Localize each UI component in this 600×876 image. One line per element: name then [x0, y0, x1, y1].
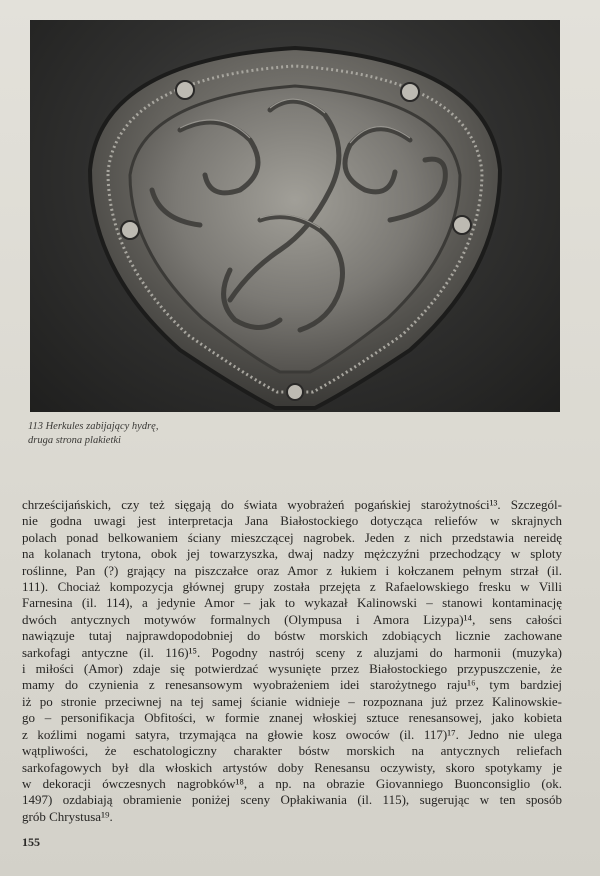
caption-line-2: druga strona plakietki [28, 435, 121, 446]
page-number: 155 [22, 835, 40, 849]
text-line: z koźlimi nogami satyra, trzymająca na głowie kosz owoców (il. 117)¹⁷. Jedno nie ulega [22, 726, 562, 742]
text-line: roślinne, Pan (?) grający na piszczałce oraz Amor z łukiem i kołczanem pełnym strzał (il. [22, 562, 562, 578]
figure-caption [28, 420, 328, 448]
text-line: go – personifikacja Obfitości, w formie znanej włoskiej sztuce renesansowej, jako kobieta [22, 710, 562, 726]
caption-line-1: 113 Herkules zabijający hydrę, [28, 421, 159, 432]
text-line: 111). Chociaż kompozycja głównej grupy została przejęta z Rafaelowskiego fresku w Villi [22, 579, 562, 595]
text-line: i miłości (Amor) zdaje się potwierdzać wysunięte przez Białostockiego przypuszczenie, że [22, 661, 562, 677]
text-line: wątpliwości, że eschatologiczny charakter bóstw morskich na antycznych reliefach [22, 743, 562, 759]
text-line: nawiązuje tutaj najprawdopodobniej do bóstw morskich zdobiących licznie zachowane [22, 628, 562, 644]
text-line: dwóch antycznych motywów formalnych (Olympusa i Amora Lizypa)¹⁴, sens całości [22, 611, 562, 627]
photo-plate-herkules-hydra [30, 20, 560, 412]
text-line: chrześcijańskich, czy też sięgają do świata wyobrażeń pogańskiej starożytności¹³. Szczegól- [22, 497, 562, 512]
text-line: nie godna uwagi jest interpretacja Jana Białostockiego dotycząca reliefów w skrajnych [22, 513, 562, 529]
text-line: mamy do czynienia z renesansowym wyobrażeniem idei starożytnego raju¹⁶, tym bardziej [22, 677, 562, 693]
text-line: sarkofagowych był dla włoskich artystów doby Renesansu oczywisty, skoro spotykamy je [22, 759, 562, 775]
text-line: polach ponad belkowaniem ściany mieszczącej nagrobek. Jeden z nich przedstawia nereidę [22, 529, 562, 545]
text-line: na kolanach trytona, obok jej towarzyszka, dwaj nadzy mężczyźni przechodzący w sploty [22, 546, 562, 562]
text-line: grób Chrystusa¹⁹. [22, 808, 113, 824]
text-line: iż po stronie przeciwnej na tej samej ścianie widnieje – rozpoznana już przez Kalinowskie- [22, 693, 562, 709]
text-line: 1497) ozdabiają obramienie poniżej sceny Opłakiwania (il. 115), sugerując w ten sposób [22, 792, 562, 808]
plaque-photo [30, 20, 560, 412]
text-line: sarkofagi antyczne (il. 116)¹⁵. Pogodny nastrój sceny z aluzjami do harmonii (muzyka) [22, 644, 562, 660]
text-line: Farnesina (il. 114), a jedynie Amor – jak to wykazał Kalinowski – stanowi kontaminację [22, 595, 562, 611]
text-line: w dekoracji ówczesnych nagrobków¹⁸, a np. na obrazie Giovanniego Buonconsiglio (ok. [22, 775, 562, 791]
body-paragraph [22, 497, 562, 825]
